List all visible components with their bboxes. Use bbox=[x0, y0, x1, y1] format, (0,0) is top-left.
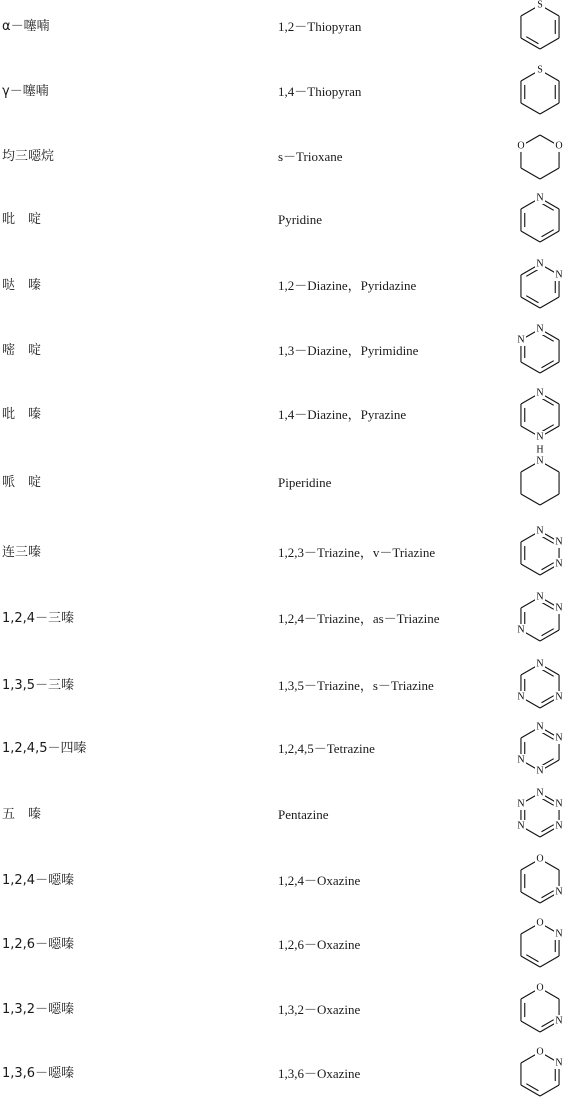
ring-structure-icon bbox=[510, 520, 570, 586]
chinese-name: 吡 啶 bbox=[2, 212, 42, 227]
atom-label: N bbox=[536, 258, 544, 270]
atom-label: H bbox=[536, 444, 544, 456]
chinese-name: γ－噻喃 bbox=[2, 84, 49, 99]
atom-label: N bbox=[555, 602, 563, 614]
english-name: 1,3,2－Oxazine bbox=[278, 1002, 361, 1017]
ring-structure-icon bbox=[510, 253, 570, 319]
table-row bbox=[0, 124, 570, 190]
ring-bond bbox=[540, 168, 559, 179]
atom-label: S bbox=[537, 64, 543, 76]
atom-label: N bbox=[555, 558, 563, 570]
table-row bbox=[0, 520, 570, 586]
chinese-name: 五 嗪 bbox=[2, 807, 42, 822]
atom-label: O bbox=[536, 853, 544, 865]
table-row bbox=[0, 1041, 570, 1107]
atom-label: N bbox=[555, 886, 563, 898]
table-row bbox=[0, 0, 570, 60]
table-row bbox=[0, 586, 570, 652]
atom-label: N bbox=[555, 536, 563, 548]
chinese-name: 嘧 啶 bbox=[2, 343, 42, 358]
atom-label: N bbox=[536, 765, 544, 777]
ring-bond bbox=[521, 1021, 540, 1032]
atom-label: N bbox=[555, 1057, 563, 1069]
atom-label: N bbox=[517, 334, 525, 346]
chinese-name: 哒 嗪 bbox=[2, 278, 42, 293]
ring-structure-icon bbox=[510, 912, 570, 978]
chinese-name: 1,2,6－噁嗪 bbox=[2, 937, 75, 952]
atom-label: N bbox=[555, 798, 563, 810]
ring-bond bbox=[540, 956, 559, 967]
table-row bbox=[0, 318, 570, 384]
table-row bbox=[0, 59, 570, 125]
english-name: Piperidine bbox=[278, 475, 332, 490]
chinese-name: 1,3,6－噁嗪 bbox=[2, 1066, 75, 1081]
ring-structure-icon bbox=[510, 444, 570, 516]
ring-structure-icon bbox=[510, 782, 570, 848]
english-name: 1,3－Diazine，Pyrimidine bbox=[278, 343, 419, 358]
ring-bond bbox=[521, 362, 540, 373]
english-name: 1,2,3－Triazine，v－Triazine bbox=[278, 545, 436, 560]
atom-label: N bbox=[555, 691, 563, 703]
atom-label: N bbox=[555, 732, 563, 744]
chinese-name: 连三嗪 bbox=[2, 545, 42, 560]
ring-structure-icon bbox=[510, 0, 570, 60]
ring-bond bbox=[521, 892, 540, 903]
ring-structure-icon bbox=[510, 716, 570, 782]
english-name: 1,2,4－Oxazine bbox=[278, 873, 361, 888]
atom-label: N bbox=[517, 624, 525, 636]
atom-label: O bbox=[555, 140, 563, 152]
english-name: 1,4－Diazine，Pyrazine bbox=[278, 407, 407, 422]
english-name: 1,3,6－Oxazine bbox=[278, 1066, 361, 1081]
ring-structure-icon bbox=[510, 59, 570, 125]
chinese-name: 1,3,5－三嗪 bbox=[2, 678, 75, 693]
ring-structure-icon bbox=[510, 586, 570, 652]
table-row bbox=[0, 848, 570, 914]
english-name: Pyridine bbox=[278, 212, 323, 227]
atom-label: N bbox=[536, 787, 544, 799]
table-row bbox=[0, 382, 570, 448]
ring-bond bbox=[540, 297, 559, 308]
ring-bond bbox=[540, 494, 559, 505]
ring-bond bbox=[521, 103, 540, 114]
atom-label: N bbox=[536, 721, 544, 733]
atom-label: N bbox=[517, 754, 525, 766]
english-name: 1,4－Thiopyran bbox=[278, 84, 362, 99]
atom-label: N bbox=[517, 820, 525, 832]
ring-structure-icon bbox=[510, 124, 570, 190]
atom-label: N bbox=[555, 269, 563, 281]
ring-structure-icon bbox=[510, 1041, 570, 1107]
chinese-name: α－噻喃 bbox=[2, 19, 50, 34]
chinese-name: 哌 啶 bbox=[2, 475, 42, 490]
ring-bond bbox=[521, 494, 540, 505]
atom-label: N bbox=[536, 431, 544, 443]
table-row bbox=[0, 653, 570, 719]
ring-structure-icon bbox=[510, 318, 570, 384]
atom-label: O bbox=[536, 917, 544, 929]
ring-bond bbox=[521, 564, 540, 575]
english-name: 1,2－Diazine，Pyridazine bbox=[278, 278, 417, 293]
chinese-name: 1,2,4－噁嗪 bbox=[2, 873, 75, 888]
chinese-name: 1,2,4,5－四嗪 bbox=[2, 741, 87, 756]
atom-label: N bbox=[517, 691, 525, 703]
chinese-name: 1,2,4－三嗪 bbox=[2, 611, 75, 626]
english-name: 1,2,4,5－Tetrazine bbox=[278, 741, 375, 756]
ring-bond bbox=[521, 231, 540, 242]
table-row bbox=[0, 444, 570, 516]
atom-label: N bbox=[536, 525, 544, 537]
english-name: 1,2,4－Triazine，as－Triazine bbox=[278, 611, 440, 626]
ring-bond bbox=[540, 103, 559, 114]
atom-label: O bbox=[536, 1046, 544, 1058]
english-name: Pentazine bbox=[278, 807, 329, 822]
atom-label: N bbox=[517, 798, 525, 810]
english-name: 1,2－Thiopyran bbox=[278, 19, 362, 34]
atom-label: N bbox=[555, 1015, 563, 1027]
ring-structure-icon bbox=[510, 977, 570, 1043]
atom-label: N bbox=[555, 928, 563, 940]
ring-bond bbox=[540, 1085, 559, 1096]
chinese-name: 1,3,2－噁嗪 bbox=[2, 1002, 75, 1017]
table-row bbox=[0, 782, 570, 848]
ring-structure-icon bbox=[510, 848, 570, 914]
chinese-name: 均三噁烷 bbox=[2, 149, 55, 164]
atom-label: N bbox=[555, 820, 563, 832]
table-row bbox=[0, 977, 570, 1043]
atom-label: N bbox=[536, 192, 544, 204]
english-name: 1,2,6－Oxazine bbox=[278, 937, 361, 952]
ring-bond bbox=[521, 168, 540, 179]
atom-label: S bbox=[537, 0, 543, 11]
atom-label: N bbox=[536, 387, 544, 399]
ring-structure-icon bbox=[510, 653, 570, 719]
atom-label: O bbox=[536, 982, 544, 994]
atom-label: N bbox=[536, 455, 544, 467]
ring-bond bbox=[540, 38, 559, 49]
atom-label: N bbox=[536, 323, 544, 335]
ring-structure-icon bbox=[510, 187, 570, 253]
atom-label: N bbox=[536, 658, 544, 670]
chinese-name: 吡 嗪 bbox=[2, 407, 42, 422]
atom-label: N bbox=[536, 591, 544, 603]
table-row bbox=[0, 253, 570, 319]
ring-structure-icon bbox=[510, 382, 570, 448]
table-row bbox=[0, 912, 570, 978]
table-row bbox=[0, 716, 570, 782]
english-name: s－Trioxane bbox=[278, 149, 343, 164]
atom-label: O bbox=[517, 140, 525, 152]
table-row bbox=[0, 187, 570, 253]
english-name: 1,3,5－Triazine，s－Triazine bbox=[278, 678, 434, 693]
